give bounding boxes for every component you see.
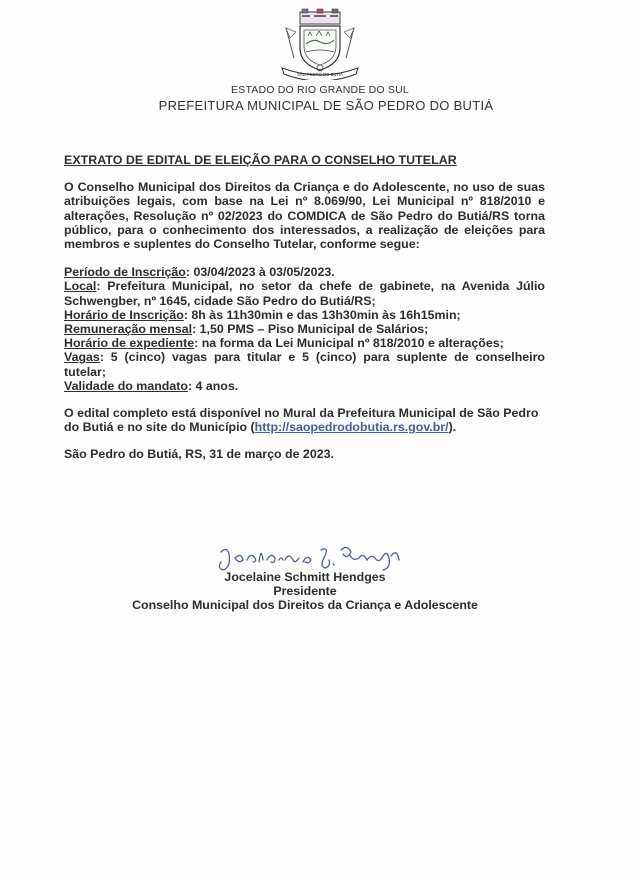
- place-date: São Pedro do Butiá, RS, 31 de março de 2023.: [64, 447, 334, 462]
- detail-label: Período de Inscrição: [64, 265, 186, 280]
- detail-value: : na forma da Lei Municipal nº 818/2010 e alterações;: [194, 336, 504, 351]
- notice-text: O edital completo está disponível no Mural da Prefeitura Municipal de São Pedro do Butiá e no site do Município (: [64, 406, 539, 435]
- election-details: [64, 265, 545, 393]
- detail-vagas: [64, 350, 545, 378]
- coat-of-arms-icon: [272, 8, 368, 80]
- detail-label: Vagas: [64, 350, 100, 365]
- detail-label: Validade do mandato: [64, 378, 188, 393]
- detail-validade-mandato: [64, 379, 545, 393]
- detail-horario-expediente: [64, 336, 545, 350]
- detail-label: Horário de expediente: [64, 336, 195, 351]
- signatory-name: Jocelaine Schmitt Hendges: [224, 570, 386, 584]
- detail-value: : 8h às 11h30min e das 13h30min às 16h15min;: [183, 307, 461, 322]
- svg-text:SÃO PEDRO DO BUTIÁ: SÃO PEDRO DO BUTIÁ: [297, 72, 343, 77]
- detail-local: [64, 279, 545, 307]
- notice-paragraph: [64, 406, 545, 434]
- detail-label: Local: [64, 279, 97, 294]
- document-body: [64, 153, 545, 462]
- signatory-organization: Conselho Municipal dos Direitos da Criança e Adolescente: [132, 598, 478, 612]
- detail-label: Horário de Inscrição: [64, 307, 184, 322]
- document-title: EXTRATO DE EDITAL DE ELEIÇÃO PARA O CONSELHO TUTELAR: [64, 153, 457, 167]
- detail-value: : 1,50 PMS – Piso Municipal de Salários;: [192, 322, 429, 337]
- detail-value: : Prefeitura Municipal, no setor da chefe de gabinete, na Avenida Júlio Schwengber, nº 1645, cidade São Pedro do Butiá/RS;: [64, 279, 545, 308]
- municipality-website-link[interactable]: http://saopedrodobutia.rs.gov.br/: [254, 420, 449, 435]
- signatory-role: Presidente: [273, 584, 337, 598]
- prefeitura-name: PREFEITURA MUNICIPAL DE SÃO PEDRO DO BUTIÁ: [158, 98, 494, 113]
- detail-value: : 4 anos.: [187, 378, 239, 393]
- detail-remuneracao: [64, 322, 545, 336]
- detail-value: : 5 (cinco) vagas para titular e 5 (cinco) para suplente de conselheiro tutelar;: [64, 350, 545, 379]
- notice-text-end: ).: [448, 420, 457, 435]
- detail-horario-inscricao: [64, 308, 545, 322]
- detail-label: Remuneração mensal: [64, 322, 193, 337]
- detail-periodo-inscricao: [64, 265, 545, 279]
- detail-value: : 03/04/2023 à 03/05/2023.: [185, 265, 335, 280]
- intro-paragraph: O Conselho Municipal dos Direitos da Criança e do Adolescente, no uso de suas atribuições legais, com base na Lei nº 8.069/90, Lei Municipal nº 818/2010 e alterações, Resolução nº 02/2023 do COMDICA de São Pedro do Butiá/RS torna público, para o conhecimento dos interessados, a realização de eleições para membros e suplentes do Conselho Tutelar, conforme segue:: [64, 180, 545, 252]
- state-name: ESTADO DO RIO GRANDE DO SUL: [231, 84, 409, 96]
